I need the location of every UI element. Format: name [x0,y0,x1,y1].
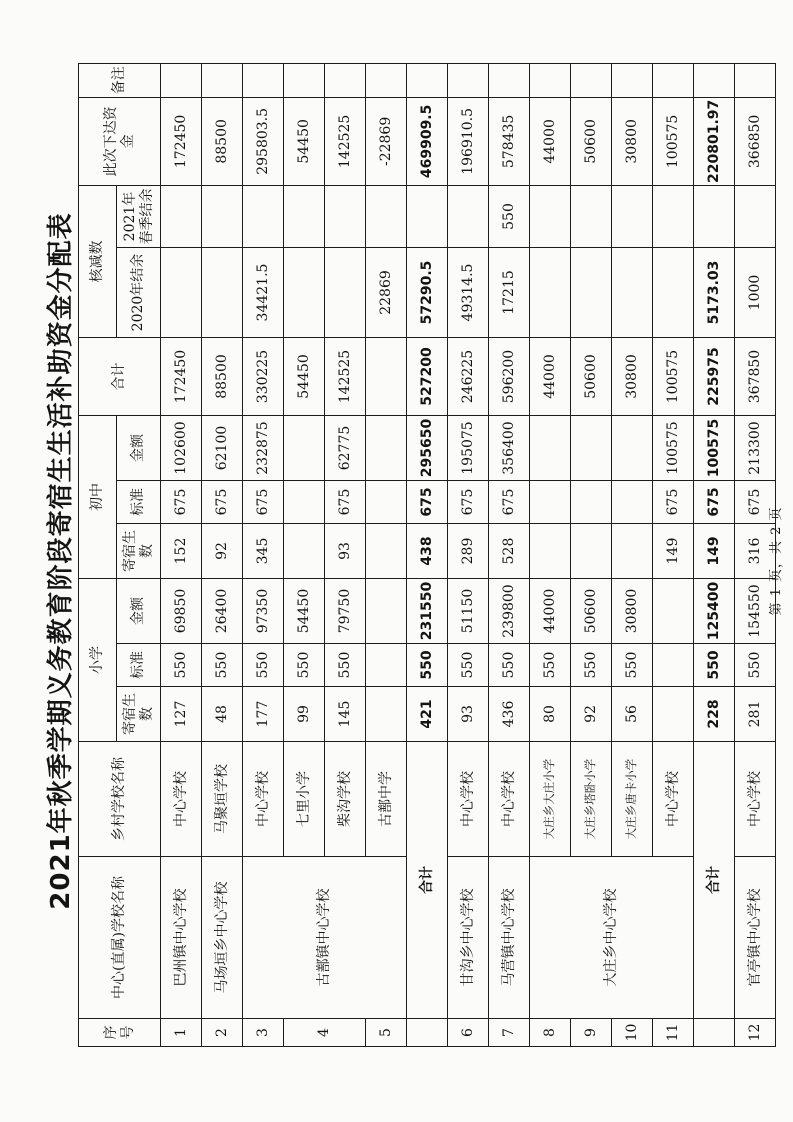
cell-village: 古鄯中学 [366,742,407,857]
cell-primary-boarders [366,687,407,742]
header-surplus-2020: 2020年结余 [117,248,161,338]
cell-junior-standard [571,481,612,524]
table-row [202,63,243,1046]
cell-allocation: 469909.5 [407,97,448,185]
cell-allocation: 100575 [653,97,694,185]
cell-surplus-2021 [530,186,571,248]
cell-primary-standard: 550 [325,644,366,687]
cell-primary-standard: 550 [530,644,571,687]
header-primary-amount: 金额 [117,579,161,644]
cell-junior-standard: 675 [653,481,694,524]
cell-junior-boarders: 316 [735,524,776,579]
cell-seq: 9 [571,1019,612,1047]
cell-surplus-2021 [407,186,448,248]
cell-primary-boarders: 228 [694,687,735,742]
cell-primary-amount: 125400 [694,579,735,644]
cell-seq: 1 [161,1019,202,1047]
cell-primary-standard: 550 [489,644,530,687]
cell-surplus-2021 [243,186,284,248]
cell-primary-amount: 97350 [243,579,284,644]
cell-allocation: 142525 [325,97,366,185]
cell-primary-boarders: 145 [325,687,366,742]
cell-remark [407,63,448,97]
cell-village: 大庄乡塔卧小学 [571,742,612,857]
cell-total: 88500 [202,338,243,416]
table-row [243,63,284,1046]
cell-surplus-2021 [161,186,202,248]
cell-remark [284,63,325,97]
cell-seq: 6 [448,1019,489,1047]
cell-surplus-2021: 550 [489,186,530,248]
cell-village: 柴沟学校 [325,742,366,857]
cell-junior-amount: 100575 [694,416,735,481]
cell-surplus-2021 [571,186,612,248]
cell-surplus-2020 [325,248,366,338]
cell-surplus-2021 [325,186,366,248]
cell-junior-standard: 675 [243,481,284,524]
cell-junior-amount [366,416,407,481]
cell-remark [694,63,735,97]
table-row [448,63,489,1046]
cell-junior-amount [612,416,653,481]
cell-remark [325,63,366,97]
cell-primary-standard [653,644,694,687]
subtotal-row [407,63,448,1046]
cell-surplus-2020 [202,248,243,338]
cell-center: 古鄯镇中心学校 [243,857,407,1019]
cell-surplus-2020 [161,248,202,338]
cell-primary-boarders: 421 [407,687,448,742]
cell-surplus-2021 [653,186,694,248]
cell-primary-amount: 154550 [735,579,776,644]
cell-total: 527200 [407,338,448,416]
cell-total: 30800 [612,338,653,416]
cell-surplus-2020 [653,248,694,338]
cell-primary-standard: 550 [202,644,243,687]
header-village-school: 乡村学校名称 [79,742,161,857]
cell-primary-boarders: 92 [571,687,612,742]
cell-seq [694,1019,735,1047]
cell-junior-boarders [571,524,612,579]
cell-junior-standard [612,481,653,524]
cell-surplus-2020: 17215 [489,248,530,338]
cell-village: 大庄乡唐卡小学 [612,742,653,857]
cell-junior-standard [530,481,571,524]
cell-primary-standard: 550 [407,644,448,687]
cell-remark [202,63,243,97]
cell-junior-boarders: 528 [489,524,530,579]
cell-seq: 5 [366,1019,407,1047]
cell-junior-amount: 102600 [161,416,202,481]
cell-total: 172450 [161,338,202,416]
cell-junior-amount [530,416,571,481]
cell-remark [612,63,653,97]
cell-remark [448,63,489,97]
cell-primary-amount: 50600 [571,579,612,644]
cell-surplus-2021 [202,186,243,248]
cell-village: 中心学校 [489,742,530,857]
cell-primary-standard: 550 [243,644,284,687]
subtotal-label: 合计 [407,742,448,1019]
cell-primary-amount: 69850 [161,579,202,644]
cell-primary-boarders [653,687,694,742]
cell-junior-amount: 100575 [653,416,694,481]
cell-primary-boarders: 127 [161,687,202,742]
cell-village: 中心学校 [735,742,776,857]
header-junior-amount: 金额 [117,416,161,481]
cell-allocation: 44000 [530,97,571,185]
cell-primary-standard: 550 [161,644,202,687]
cell-total: 54450 [284,338,325,416]
cell-surplus-2020: 22869 [366,248,407,338]
cell-surplus-2020 [284,248,325,338]
cell-primary-boarders: 281 [735,687,776,742]
cell-primary-amount: 26400 [202,579,243,644]
table-row [530,63,571,1046]
cell-primary-amount: 51150 [448,579,489,644]
cell-junior-boarders: 438 [407,524,448,579]
cell-village: 大庄乡大庄小学 [530,742,571,857]
cell-primary-amount: 30800 [612,579,653,644]
cell-primary-boarders: 177 [243,687,284,742]
cell-primary-standard: 550 [735,644,776,687]
cell-junior-boarders [530,524,571,579]
cell-junior-standard: 675 [161,481,202,524]
cell-primary-amount: 231550 [407,579,448,644]
cell-junior-boarders: 289 [448,524,489,579]
cell-primary-amount [653,579,694,644]
cell-junior-boarders: 92 [202,524,243,579]
header-surplus-2021: 2021年春季结余 [117,186,161,248]
cell-seq: 3 [243,1019,284,1047]
cell-junior-amount: 62775 [325,416,366,481]
cell-primary-standard: 550 [448,644,489,687]
cell-junior-amount [284,416,325,481]
cell-surplus-2020 [612,248,653,338]
cell-remark [243,63,284,97]
cell-primary-amount [366,579,407,644]
cell-remark [489,63,530,97]
cell-center: 甘沟乡中心学校 [448,857,489,1019]
cell-village: 中心学校 [243,742,284,857]
cell-surplus-2020: 1000 [735,248,776,338]
cell-allocation: 578435 [489,97,530,185]
cell-village: 马聚垣学校 [202,742,243,857]
page-footer: 第 1 页，共 2 页 [769,506,784,616]
header-seq: 序号 [79,1019,161,1047]
cell-seq [407,1019,448,1047]
cell-allocation: 295803.5 [243,97,284,185]
cell-primary-amount: 44000 [530,579,571,644]
table-row [489,63,530,1046]
header-total: 合计 [79,338,161,416]
cell-allocation: 196910.5 [448,97,489,185]
cell-junior-standard [284,481,325,524]
cell-primary-standard: 550 [612,644,653,687]
cell-primary-boarders: 436 [489,687,530,742]
cell-junior-standard: 675 [325,481,366,524]
cell-surplus-2021 [612,186,653,248]
page-title: 2021年秋季学期义务教育阶段寄宿生生活补助资金分配表 [46,212,76,910]
cell-primary-boarders: 99 [284,687,325,742]
cell-total: 142525 [325,338,366,416]
cell-allocation: 88500 [202,97,243,185]
cell-allocation: -22869 [366,97,407,185]
cell-surplus-2020: 49314.5 [448,248,489,338]
cell-surplus-2021 [448,186,489,248]
cell-primary-amount: 239800 [489,579,530,644]
header-remarks: 备注 [79,63,161,97]
cell-junior-boarders [612,524,653,579]
cell-junior-standard: 675 [448,481,489,524]
cell-allocation: 366850 [735,97,776,185]
cell-surplus-2020 [530,248,571,338]
cell-seq: 10 [612,1019,653,1047]
cell-junior-boarders: 149 [694,524,735,579]
cell-total: 50600 [571,338,612,416]
header-deduction: 核减数 [79,186,117,338]
cell-remark [366,63,407,97]
cell-primary-boarders: 48 [202,687,243,742]
cell-surplus-2021 [366,186,407,248]
cell-total: 330225 [243,338,284,416]
cell-allocation: 220801.97 [694,97,735,185]
cell-junior-standard: 675 [489,481,530,524]
cell-junior-standard: 675 [694,481,735,524]
cell-allocation: 172450 [161,97,202,185]
cell-seq: 8 [530,1019,571,1047]
cell-remark [653,63,694,97]
cell-village: 七里小学 [284,742,325,857]
subtotal-label: 合计 [694,742,735,1019]
cell-center: 马营镇中心学校 [489,857,530,1019]
header-allocation: 此次下达资金 [79,97,161,185]
cell-primary-amount: 79750 [325,579,366,644]
cell-total [366,338,407,416]
cell-primary-boarders: 80 [530,687,571,742]
cell-total: 225975 [694,338,735,416]
cell-primary-standard [366,644,407,687]
cell-seq: 7 [489,1019,530,1047]
cell-center: 巴州镇中心学校 [161,857,202,1019]
cell-surplus-2020: 57290.5 [407,248,448,338]
cell-primary-boarders: 93 [448,687,489,742]
cell-center: 马场垣乡中心学校 [202,857,243,1019]
cell-center: 官亭镇中心学校 [735,857,776,1019]
cell-junior-boarders [284,524,325,579]
cell-total: 367850 [735,338,776,416]
cell-seq: 2 [202,1019,243,1047]
cell-junior-amount: 62100 [202,416,243,481]
cell-junior-boarders: 149 [653,524,694,579]
cell-surplus-2020: 34421.5 [243,248,284,338]
cell-allocation: 50600 [571,97,612,185]
cell-total: 44000 [530,338,571,416]
header-junior: 初中 [79,416,117,579]
header-junior-standard: 标准 [117,481,161,524]
cell-surplus-2020 [571,248,612,338]
cell-junior-amount: 356400 [489,416,530,481]
cell-junior-boarders: 152 [161,524,202,579]
header-center-school: 中心(直属)学校名称 [79,857,161,1019]
cell-seq: 4 [284,1019,366,1047]
cell-junior-amount: 213300 [735,416,776,481]
cell-remark [161,63,202,97]
cell-surplus-2021 [694,186,735,248]
cell-primary-standard: 550 [694,644,735,687]
header-junior-boarders: 寄宿生数 [117,524,161,579]
cell-seq: 11 [653,1019,694,1047]
cell-primary-standard: 550 [571,644,612,687]
cell-junior-standard: 675 [202,481,243,524]
header-primary: 小学 [79,579,117,742]
cell-junior-standard: 675 [735,481,776,524]
header-primary-boarders: 寄宿生数 [117,687,161,742]
cell-village: 中心学校 [161,742,202,857]
cell-primary-boarders: 56 [612,687,653,742]
cell-junior-boarders [366,524,407,579]
cell-junior-standard [366,481,407,524]
header-primary-standard: 标准 [117,644,161,687]
cell-seq: 12 [735,1019,776,1047]
cell-junior-boarders: 345 [243,524,284,579]
cell-total: 246225 [448,338,489,416]
cell-village: 中心学校 [653,742,694,857]
cell-remark [571,63,612,97]
cell-primary-amount: 54450 [284,579,325,644]
cell-junior-amount [571,416,612,481]
cell-allocation: 30800 [612,97,653,185]
cell-remark [530,63,571,97]
cell-total: 596200 [489,338,530,416]
cell-junior-boarders: 93 [325,524,366,579]
cell-surplus-2021 [284,186,325,248]
table-row [161,63,202,1046]
cell-primary-standard: 550 [284,644,325,687]
cell-junior-amount: 295650 [407,416,448,481]
cell-junior-amount: 232875 [243,416,284,481]
cell-junior-standard: 675 [407,481,448,524]
allocation-table [78,63,776,1047]
cell-junior-amount: 195075 [448,416,489,481]
cell-center: 大庄乡中心学校 [530,857,694,1019]
cell-allocation: 54450 [284,97,325,185]
subtotal-row [694,63,735,1046]
cell-surplus-2020: 5173.03 [694,248,735,338]
cell-total: 100575 [653,338,694,416]
cell-village: 中心学校 [448,742,489,857]
